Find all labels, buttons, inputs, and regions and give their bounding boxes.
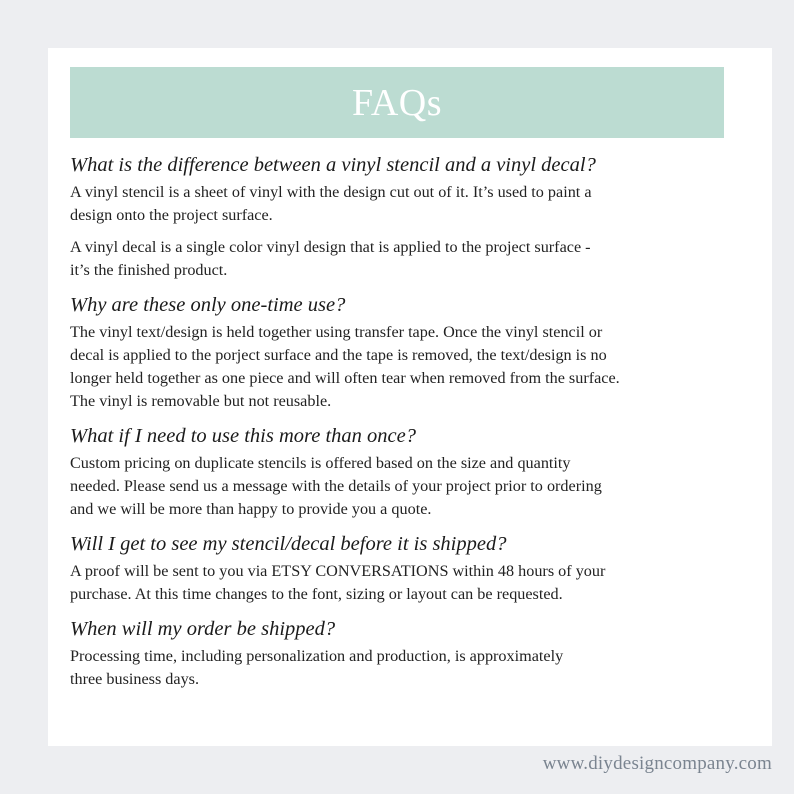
faq-list: [70, 152, 750, 691]
website-url: www.diydesigncompany.com: [542, 753, 772, 774]
faq-question: Will I get to see my stencil/decal before it is shipped?: [70, 533, 507, 555]
faq-question: When will my order be shipped?: [70, 618, 336, 640]
page-title: FAQs: [352, 81, 442, 124]
faq-answer: A vinyl stencil is a sheet of vinyl with the design cut out of it. It’s used to paint a design onto the project surface.: [70, 183, 592, 224]
faq-answer: A vinyl decal is a single color vinyl design that is applied to the project surface - it’s the finished product.: [70, 238, 591, 279]
faq-card: [48, 48, 772, 746]
faq-answer: The vinyl text/design is held together using transfer tape. Once the vinyl stencil or decal is applied to the porject surface and the tape is removed, the text/design is no longer held together as one piece and will often tear when removed from the surface. The vinyl is removable but not reusable.: [70, 323, 620, 410]
faq-item: [70, 152, 750, 282]
faq-answer: Custom pricing on duplicate stencils is offered based on the size and quantity needed. Please send us a message with the details of your project prior to ordering and we will be more than happy to provide you a quote.: [70, 454, 602, 518]
faq-question: What if I need to use this more than once?: [70, 425, 416, 447]
faq-banner: [70, 67, 724, 138]
faq-item: [70, 616, 750, 691]
faq-answer: A proof will be sent to you via ETSY CONVERSATIONS within 48 hours of your purchase. At this time changes to the font, sizing or layout can be requested.: [70, 562, 606, 603]
faq-question: What is the difference between a vinyl stencil and a vinyl decal?: [70, 154, 596, 176]
faq-item: [70, 292, 750, 413]
faq-answer: Processing time, including personalization and production, is approximately three business days.: [70, 647, 564, 688]
faq-question: Why are these only one-time use?: [70, 294, 346, 316]
faq-item: [70, 531, 750, 606]
faq-item: [70, 423, 750, 521]
